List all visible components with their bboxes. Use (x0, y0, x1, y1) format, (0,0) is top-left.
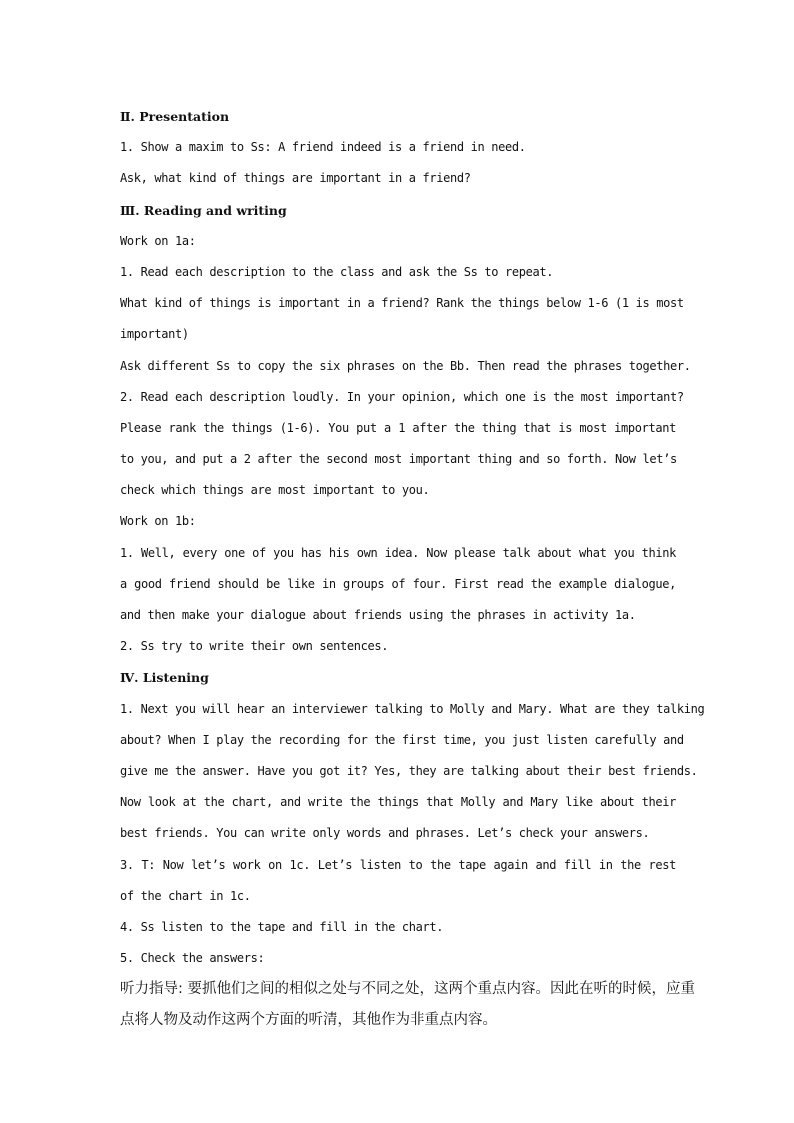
paragraph-line: best friends. You can write only words and phrases. Let’s check your answers. (120, 826, 650, 841)
paragraph-line: a good friend should be like in groups of four. First read the example dialogue, (120, 576, 676, 591)
document-page (120, 101, 705, 1037)
paragraph-line: to you, and put a 2 after the second most important thing and so forth. Now let’s (120, 452, 677, 467)
paragraph-line: 5. Check the answers: (120, 951, 265, 966)
paragraph-line: Please rank the things (1-6). You put a 1 after the thing that is most important (120, 420, 676, 435)
paragraph-line: 1. Well, every one of you has his own idea. Now please talk about what you think (120, 545, 676, 560)
subsection-label-1a: Work on 1a: (120, 233, 196, 248)
paragraph-line: Now look at the chart, and write the things that Molly and Mary like about their (120, 795, 676, 810)
paragraph-line: Ask different Ss to copy the six phrases on the Bb. Then read the phrases together. (120, 358, 691, 373)
paragraph-line: of the chart in 1c. (120, 888, 251, 903)
paragraph-line: 4. Ss listen to the tape and fill in the chart. (120, 919, 444, 934)
paragraph-line: 3. T: Now let’s work on 1c. Let’s listen to the tape again and fill in the rest (120, 857, 676, 872)
paragraph-line: about? When I play the recording for the first time, you just listen carefully and (120, 732, 684, 747)
paragraph-line: Ask, what kind of things are important in a friend? (120, 171, 471, 186)
section-heading-listening: Ⅳ. Listening (120, 670, 209, 686)
paragraph-line: 2. Read each description loudly. In your opinion, which one is the most important? (120, 389, 684, 404)
subsection-label-1b: Work on 1b: (120, 514, 196, 529)
paragraph-line: 1. Read each description to the class and ask the Ss to repeat. (120, 264, 554, 279)
paragraph-line: important) (120, 327, 189, 342)
paragraph-line: 2. Ss try to write their own sentences. (120, 639, 389, 654)
paragraph-line: What kind of things is important in a friend? Rank the things below 1-6 (1 is most (120, 296, 684, 311)
paragraph-line: check which things are most important to you. (120, 483, 430, 498)
section-heading-presentation: Ⅱ. Presentation (120, 109, 230, 124)
paragraph-line: and then make your dialogue about friends using the phrases in activity 1a. (120, 608, 636, 622)
paragraph-line: give me the answer. Have you got it? Yes, they are talking about their best friends. (120, 763, 698, 778)
paragraph-line: 1. Next you will hear an interviewer talking to Molly and Mary. What are they talking (120, 701, 705, 716)
paragraph-line: 1. Show a maxim to Ss: A friend indeed is a friend in need. (120, 140, 526, 155)
listening-guidance-line: 点将人物及动作这两个方面的听清，其他作为非重点内容。 (120, 1012, 497, 1029)
listening-guidance-line: 听力指导: 要抓他们之间的相似之处与不同之处，这两个重点内容。因此在听的时候，应重 (120, 981, 695, 998)
section-heading-reading-writing: Ⅲ. Reading and writing (120, 202, 287, 218)
